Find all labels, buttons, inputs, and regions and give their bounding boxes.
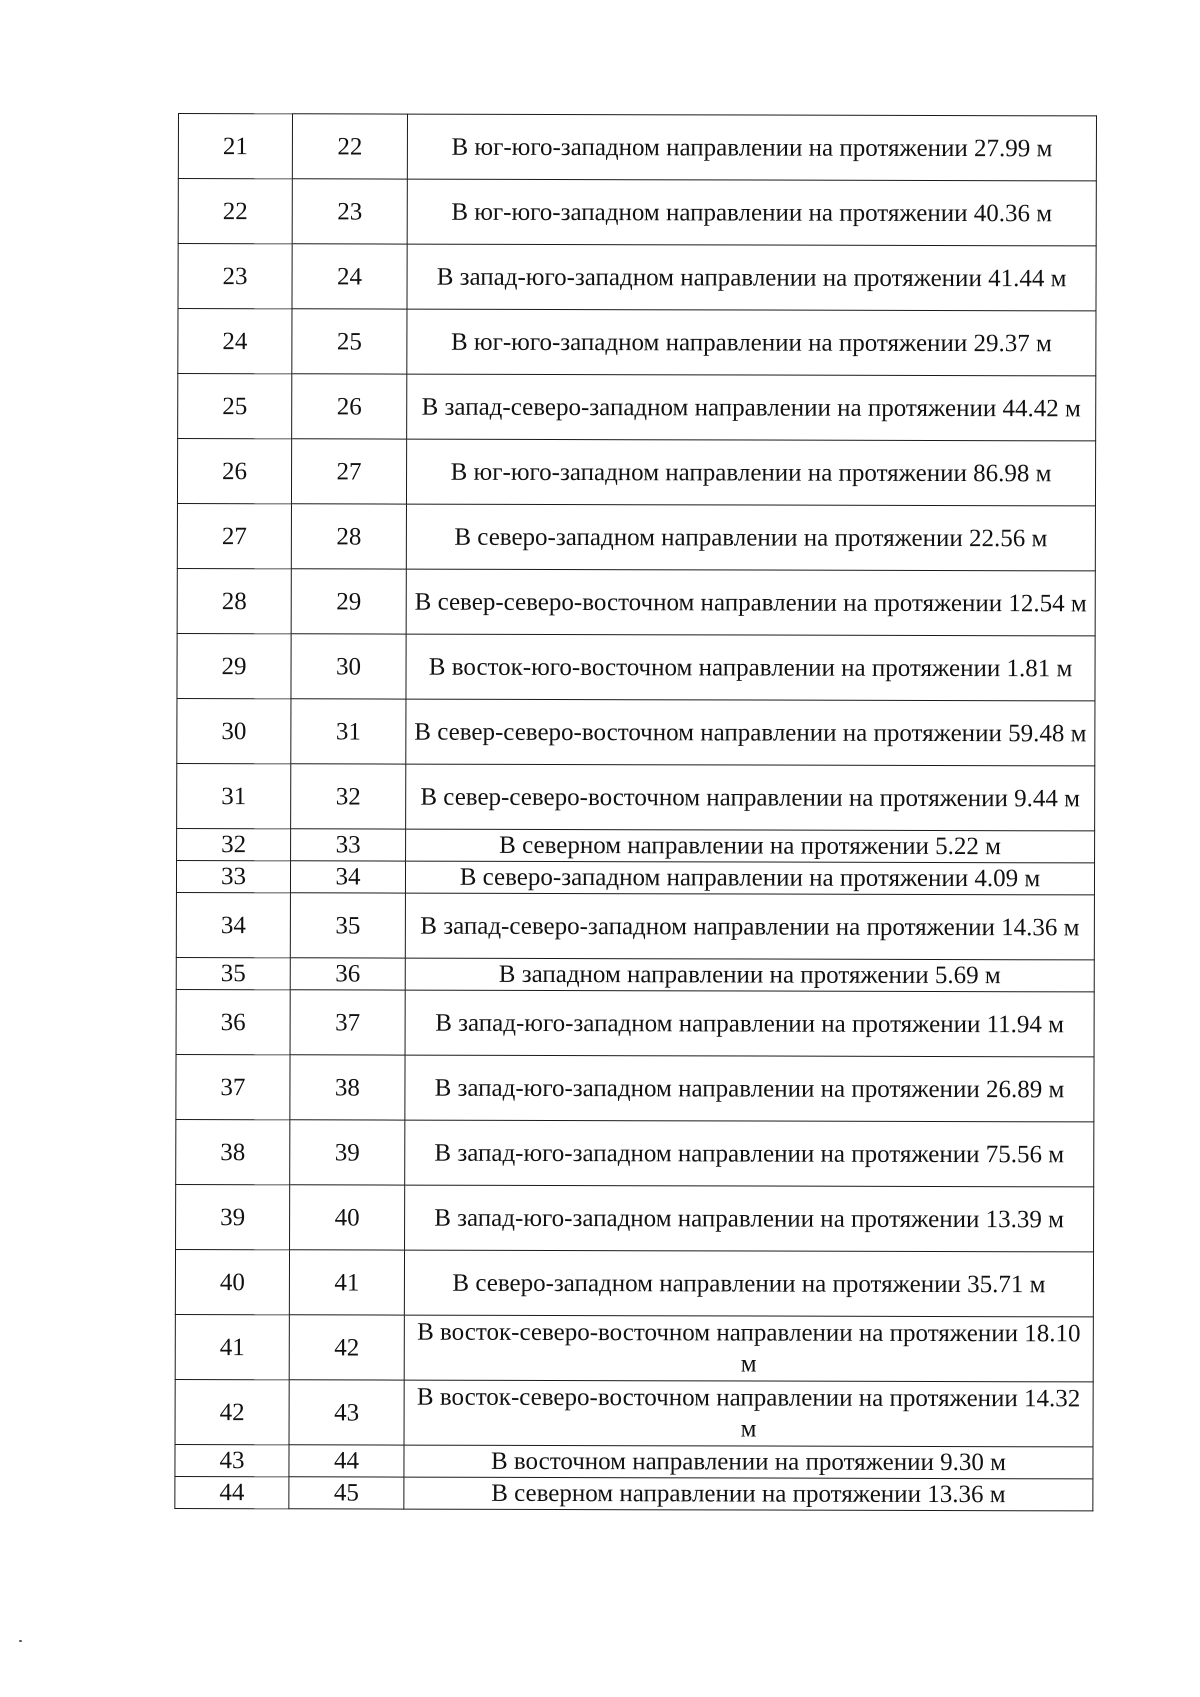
direction-description-cell: В север-северо-восточном направлении на протяжении 12.54 м: [406, 569, 1095, 636]
to-point-cell: 43: [289, 1380, 404, 1445]
table-row: [177, 439, 1095, 506]
direction-description-cell: В юг-юго-западном направлении на протяжении 40.36 м: [407, 179, 1096, 246]
to-point-cell: 27: [291, 439, 406, 504]
to-point-cell: 45: [289, 1477, 404, 1509]
from-point-cell: 37: [176, 1054, 290, 1119]
table-row: [176, 1054, 1094, 1121]
table-row: [176, 1119, 1094, 1186]
to-point-cell: 31: [291, 699, 406, 764]
table-row: [176, 957, 1094, 991]
direction-description-cell: В запад-юго-западном направлении на протяжении 41.44 м: [407, 244, 1096, 311]
table-row: [175, 1379, 1093, 1446]
table-row: [177, 698, 1095, 765]
table-row: [177, 503, 1095, 570]
direction-description-cell: В запад-юго-западном направлении на протяжении 75.56 м: [405, 1120, 1094, 1187]
table-row: [177, 633, 1095, 700]
table-row: [176, 892, 1094, 959]
to-point-cell: 28: [291, 504, 406, 569]
direction-description-cell: В юг-юго-западном направлении на протяжении 86.98 м: [406, 439, 1095, 506]
direction-description-cell: В юг-юго-западном направлении на протяжении 29.37 м: [407, 309, 1096, 376]
to-point-cell: 23: [292, 179, 407, 244]
direction-description-cell: В восток-северо-восточном направлении на протяжении 14.32 м: [404, 1380, 1093, 1447]
table-row: [176, 860, 1094, 894]
direction-description-cell: В запад-юго-западном направлении на протяжении 26.89 м: [405, 1055, 1094, 1122]
direction-description-cell: В северном направлении на протяжении 5.22 м: [406, 829, 1095, 863]
from-point-cell: 43: [175, 1444, 289, 1476]
to-point-cell: 22: [292, 114, 407, 179]
to-point-cell: 44: [289, 1445, 404, 1477]
from-point-cell: 31: [177, 763, 291, 828]
from-point-cell: 42: [175, 1379, 289, 1444]
scan-speck: [19, 1640, 22, 1642]
from-point-cell: 33: [176, 860, 290, 892]
to-point-cell: 39: [290, 1120, 405, 1185]
from-point-cell: 39: [176, 1184, 290, 1249]
to-point-cell: 38: [290, 1055, 405, 1120]
from-point-cell: 40: [175, 1249, 289, 1314]
to-point-cell: 41: [289, 1250, 404, 1315]
from-point-cell: 23: [178, 244, 292, 309]
direction-description-cell: В восточном направлении на протяжении 9.30 м: [404, 1445, 1093, 1479]
from-point-cell: 26: [177, 439, 291, 504]
from-point-cell: 24: [178, 309, 292, 374]
table-row: [175, 1476, 1093, 1510]
direction-description-cell: В восток-юго-восточном направлении на протяжении 1.81 м: [406, 634, 1095, 701]
to-point-cell: 26: [292, 374, 407, 439]
table-row: [177, 828, 1095, 862]
from-point-cell: 34: [176, 892, 290, 957]
table-row: [178, 309, 1096, 376]
to-point-cell: 32: [291, 764, 406, 829]
table-row: [175, 1314, 1093, 1381]
to-point-cell: 33: [291, 829, 406, 861]
from-point-cell: 30: [177, 698, 291, 763]
to-point-cell: 34: [290, 861, 405, 893]
from-point-cell: 36: [176, 989, 290, 1054]
from-point-cell: 28: [177, 568, 291, 633]
to-point-cell: 37: [290, 990, 405, 1055]
from-point-cell: 41: [175, 1314, 289, 1379]
to-point-cell: 35: [290, 893, 405, 958]
direction-description-cell: В запад-юго-западном направлении на протяжении 13.39 м: [405, 1185, 1094, 1252]
direction-description-cell: В север-северо-восточном направлении на протяжении 9.44 м: [406, 764, 1095, 831]
table-row: [176, 989, 1094, 1056]
from-point-cell: 27: [177, 503, 291, 568]
direction-description-cell: В северном направлении на протяжении 13.36 м: [404, 1477, 1093, 1511]
to-point-cell: 25: [292, 309, 407, 374]
direction-description-cell: В север-северо-восточном направлении на протяжении 59.48 м: [406, 699, 1095, 766]
direction-description-cell: В северо-западном направлении на протяжении 22.56 м: [406, 504, 1095, 571]
table-row: [178, 374, 1096, 441]
to-point-cell: 42: [289, 1315, 404, 1380]
direction-description-cell: В запад-северо-западном направлении на протяжении 44.42 м: [407, 374, 1096, 441]
table-row: [178, 179, 1096, 246]
table-row: [178, 244, 1096, 311]
direction-description-cell: В северо-западном направлении на протяжении 35.71 м: [404, 1250, 1093, 1317]
direction-description-cell: В западном направлении на протяжении 5.69 м: [405, 958, 1094, 992]
to-point-cell: 29: [291, 569, 406, 634]
table-row: [176, 1184, 1094, 1251]
table-row: [178, 114, 1096, 181]
from-point-cell: 29: [177, 633, 291, 698]
table-row: [177, 763, 1095, 830]
to-point-cell: 24: [292, 244, 407, 309]
table-row: [175, 1249, 1093, 1316]
to-point-cell: 36: [290, 958, 405, 990]
direction-description-cell: В северо-западном направлении на протяжении 4.09 м: [405, 861, 1094, 895]
to-point-cell: 30: [291, 634, 406, 699]
from-point-cell: 25: [178, 374, 292, 439]
boundary-description-table: [174, 113, 1097, 1511]
direction-description-cell: В восток-северо-восточном направлении на протяжении 18.10 м: [404, 1315, 1093, 1382]
from-point-cell: 22: [178, 179, 292, 244]
from-point-cell: 35: [176, 957, 290, 989]
from-point-cell: 21: [178, 114, 292, 179]
from-point-cell: 32: [177, 828, 291, 860]
table-row: [175, 1444, 1093, 1478]
table-row: [177, 568, 1095, 635]
direction-description-cell: В запад-юго-западном направлении на протяжении 11.94 м: [405, 990, 1094, 1057]
direction-description-cell: В запад-северо-западном направлении на протяжении 14.36 м: [405, 893, 1094, 960]
to-point-cell: 40: [290, 1185, 405, 1250]
from-point-cell: 38: [176, 1119, 290, 1184]
from-point-cell: 44: [175, 1476, 289, 1508]
direction-description-cell: В юг-юго-западном направлении на протяжении 27.99 м: [407, 114, 1096, 181]
